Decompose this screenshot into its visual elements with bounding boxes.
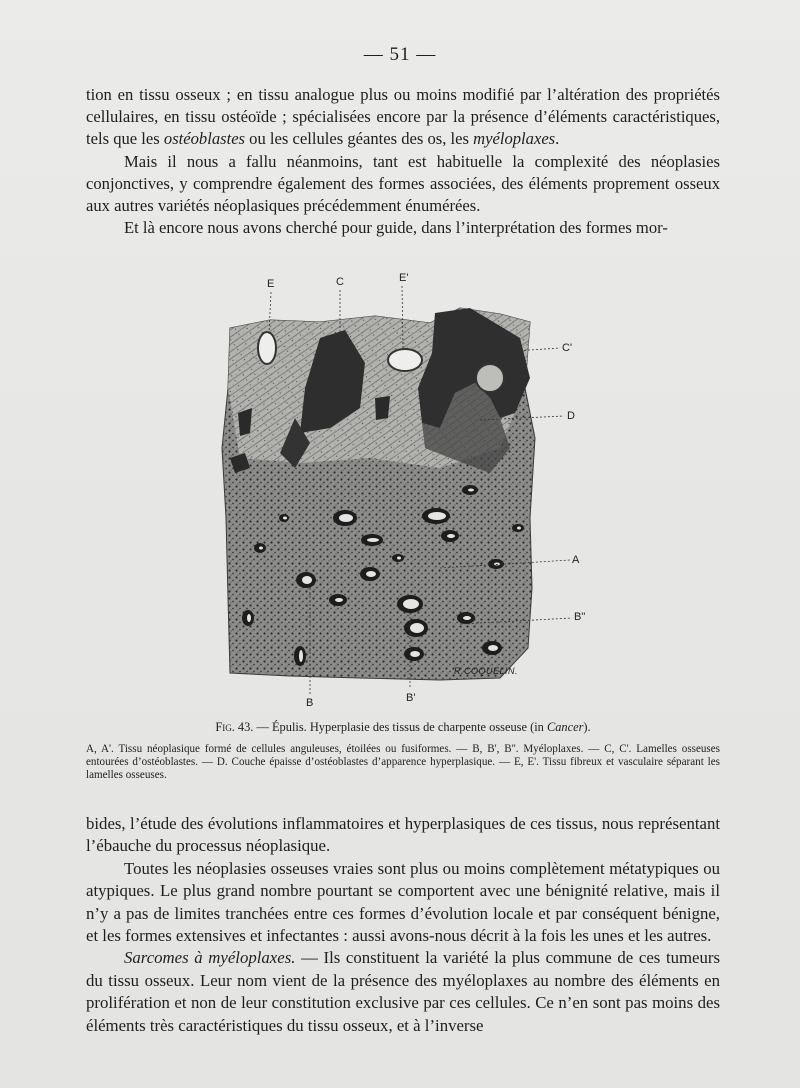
figure-label-b-double-prime: B": [574, 611, 586, 623]
bottom-text-block: [86, 813, 720, 1037]
caption-title: [86, 720, 720, 735]
vessel: [476, 364, 504, 392]
paragraph: [86, 813, 720, 858]
figure-label-a: A: [572, 554, 580, 566]
italic-term-myeloplaxes: myéloplaxes: [473, 129, 556, 149]
text-run: .: [555, 129, 560, 149]
figure-label-c: C: [336, 276, 344, 288]
figure-label-d: D: [567, 410, 575, 422]
myeloplaxe-lumen: [428, 512, 446, 520]
vessel-e: [258, 332, 276, 364]
histology-illustration: [200, 268, 620, 708]
myeloplaxe-lumen: [283, 517, 287, 520]
myeloplaxe-lumen: [410, 651, 420, 657]
caption-title-end: ).: [583, 720, 591, 734]
caption-legend: A, A'. Tissu néoplasique formé de cellules anguleuses, étoilées ou fusiformes. — B, B', B''. Myéloplaxes. — C, C'. Lamelles osseuses entourées d’ostéoblastes. — D. Couche épaisse d’ostéoblastes d’apparence hyperplasique. — E, E'. Tissu fibreux et vasculaire séparant les lamelles osseuses.: [86, 743, 720, 781]
italic-term-osteoblastes: ostéoblastes: [163, 129, 246, 149]
myeloplaxe-lumen: [302, 576, 312, 584]
paragraph: [86, 947, 720, 1037]
top-text-block: [86, 84, 720, 239]
figure-label-e: E: [267, 278, 275, 290]
myeloplaxe-lumen: [517, 527, 521, 530]
text-run: Toutes les néoplasies osseuses vraies sont plus ou moins complètement métatypiques ou atypiques. Le plus grand nombre pourtant se comportent avec une bénignité relative, mais il n’y a pas de limites tranchées entre ces formes d’évolution locale et par conséquent bénigne, et les formes extensives et infectantes : aussi avons-nous décrit à la fois les unes et les autres.: [86, 858, 720, 946]
text-run: tion en tissu osseux ; en tissu analogue plus ou moins modifié par l’altération des propriétés cellulaires, en tissu ostéoïde ; spécialisées encore par la présence d’éléments caractéristiques, tels que les: [86, 85, 720, 149]
section-heading-sarcomes: Sarcomes à myéloplaxes.: [124, 948, 296, 968]
artist-signature: R.COQUELIN.: [454, 666, 519, 676]
paragraph: [86, 151, 720, 218]
myeloplaxe-lumen: [488, 645, 498, 651]
myeloplaxe-lumen: [367, 538, 379, 542]
histology-figure: [200, 268, 620, 708]
myeloplaxe-lumen: [335, 598, 343, 602]
myeloplaxe-lumen: [494, 563, 500, 566]
figure-number: Fig. 43.: [215, 720, 254, 734]
text-run: bides, l’étude des évolutions inflammatoires et hyperplasiques de ces tissus, nous représentant l’ébauche du processus néoplasique.: [86, 814, 720, 856]
myeloplaxe-lumen: [299, 650, 303, 662]
myeloplaxe-lumen: [259, 547, 263, 550]
paragraph: [86, 217, 720, 239]
text-run: ou les cellules géantes des os, les: [245, 129, 474, 149]
myeloplaxe-lumen: [403, 599, 419, 609]
figure-caption: [86, 720, 720, 781]
caption-source: Cancer: [546, 720, 584, 734]
figure-label-c-prime: C': [562, 342, 573, 354]
caption-title-text: — Épulis. Hyperplasie des tissus de charpente osseuse (in: [253, 720, 547, 734]
figure-label-b-prime: B': [406, 692, 416, 704]
paragraph: [86, 858, 720, 948]
figure-label-e-prime: E': [399, 272, 409, 284]
vessel-e-prime: [388, 349, 422, 371]
myeloplaxe-lumen: [410, 623, 424, 633]
myeloplaxe-lumen: [247, 614, 251, 622]
myeloplaxe-lumen: [397, 557, 401, 560]
text-run: — Ils constituent la variété la plus commune de ces tumeurs du tissu osseux. Leur nom vient de la présence des myéloplaxes au nombre des éléments en prolifération et non de leur constitution exclusive par ces cellules. Ce n’en sont pas moins des éléments très caractéristiques du tissu osseux, et à l’inverse: [86, 948, 721, 1035]
figure-label-b: B: [306, 697, 314, 709]
myeloplaxe-lumen: [447, 534, 455, 538]
text-run: Et là encore nous avons cherché pour guide, dans l’interprétation des formes mor-: [124, 218, 668, 238]
page-number: — 51 —: [363, 44, 437, 65]
bone-fragment: [375, 396, 390, 420]
text-run: Mais il nous a fallu néanmoins, tant est habituelle la complexité des néoplasies conjonctives, y comprendre également des formes associées, des éléments proprement osseux aux autres variétés néoplasiques précédemment énumérées.: [86, 151, 720, 216]
myeloplaxe-lumen: [468, 489, 474, 492]
myeloplaxe-lumen: [463, 616, 471, 620]
paragraph: [86, 84, 720, 151]
myeloplaxe-lumen: [366, 571, 376, 577]
myeloplaxe-lumen: [339, 514, 353, 522]
